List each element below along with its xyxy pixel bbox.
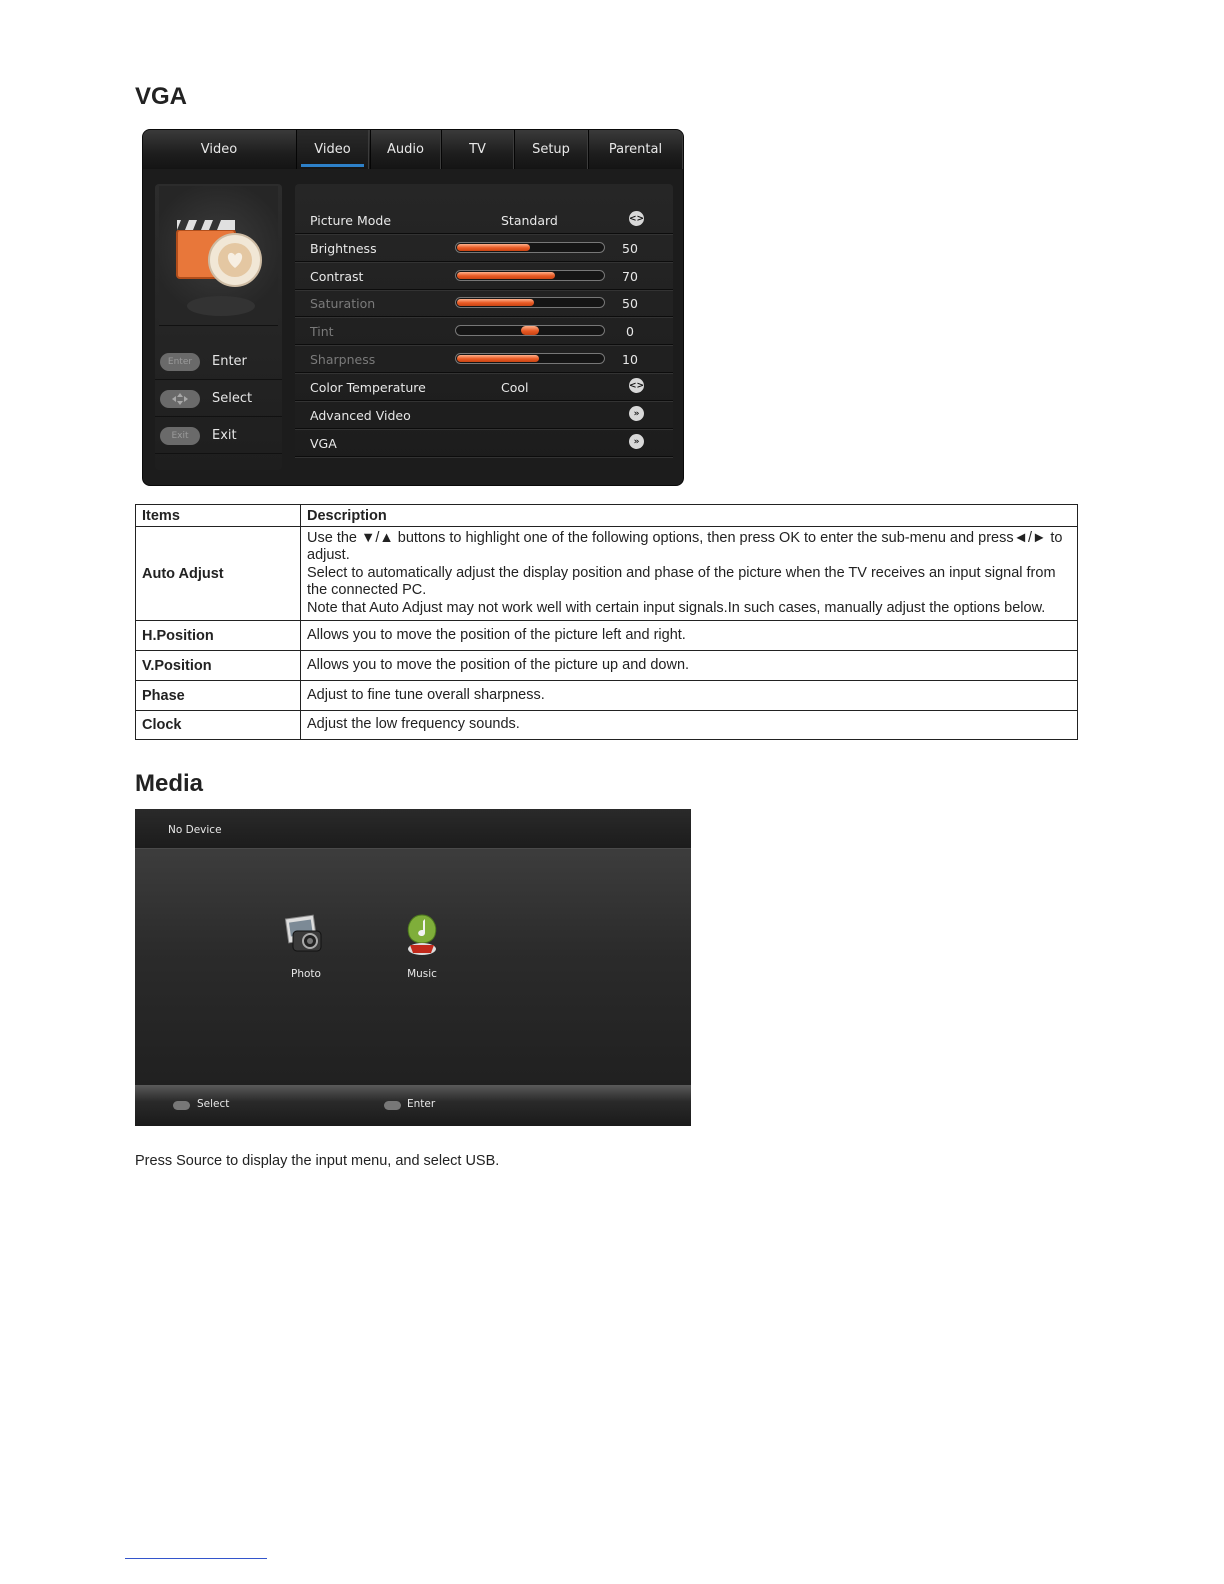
media-footer <box>135 1085 691 1126</box>
setting-contrast[interactable]: Contrast 70 <box>295 262 673 290</box>
setting-picture-mode[interactable]: Picture Mode Standard <> <box>295 206 673 234</box>
music-label[interactable]: Music <box>407 968 437 980</box>
tab-setup[interactable]: Setup <box>514 130 588 169</box>
help-exit: Exit Exit <box>155 418 282 454</box>
slider-fill <box>457 244 530 251</box>
current-menu-title: Video <box>200 142 238 157</box>
tv-settings-menu <box>142 129 684 486</box>
help-panel <box>155 184 282 470</box>
music-icon[interactable] <box>399 913 445 959</box>
slider-fill <box>457 272 555 279</box>
left-right-arrow-icon: <> <box>629 378 644 393</box>
help-select: Select <box>155 381 282 417</box>
enter-key-icon <box>384 1101 401 1110</box>
select-key-icon <box>173 1101 190 1110</box>
vga-items-table <box>135 504 1078 740</box>
setting-color-temperature[interactable]: Color Temperature Cool <> <box>295 373 673 401</box>
table-row: H.Position Allows you to move the position of the picture left and right. <box>136 621 1078 651</box>
tab-audio[interactable]: Audio <box>370 130 441 169</box>
column-header-description: Description <box>301 505 1078 527</box>
table-header-row <box>136 505 1078 527</box>
enter-hint: Enter <box>407 1098 436 1110</box>
tab-video[interactable]: Video <box>296 130 369 169</box>
table-row: Phase Adjust to fine tune overall sharpness. <box>136 681 1078 711</box>
setting-sharpness[interactable]: Sharpness 10 <box>295 345 673 373</box>
table-row: Auto Adjust Use the ▼/▲ buttons to highlight one of the following options, then press OK to enter the sub-menu and press◄/► to adjust. Select to automatically adjust the display position and phase of the picture when the TV receives an input signal from the connected PC. Note that Auto Adjust may not work well with certain input signals.In such cases, manually adjust the options below. <box>136 527 1078 621</box>
help-enter: Enter Enter <box>155 344 282 380</box>
setting-brightness[interactable]: Brightness 50 <box>295 234 673 262</box>
saturation-slider[interactable] <box>455 297 605 308</box>
tab-parental[interactable]: Parental <box>588 130 683 169</box>
device-status: No Device <box>168 824 222 836</box>
footer-divider <box>125 1558 267 1559</box>
video-clapper-icon <box>159 186 278 326</box>
select-hint: Select <box>197 1098 230 1110</box>
video-settings-list <box>295 184 673 470</box>
photo-camera-icon[interactable] <box>283 913 329 959</box>
setting-vga[interactable]: VGA » <box>295 429 673 457</box>
media-heading: Media <box>135 770 204 797</box>
tab-tv[interactable]: TV <box>441 130 514 169</box>
double-chevron-right-icon: » <box>629 406 644 421</box>
media-header <box>135 809 691 849</box>
vga-heading: VGA <box>135 83 188 110</box>
table-row: Clock Adjust the low frequency sounds. <box>136 711 1078 740</box>
table-row: V.Position Allows you to move the position of the picture up and down. <box>136 651 1078 681</box>
photo-label[interactable]: Photo <box>291 968 321 980</box>
setting-tint[interactable]: Tint 0 <box>295 317 673 345</box>
slider-knob <box>521 326 539 335</box>
exit-key-icon: Exit <box>160 427 200 445</box>
media-screen <box>135 809 691 1126</box>
setting-saturation[interactable]: Saturation 50 <box>295 289 673 317</box>
menu-tab-bar <box>143 130 683 169</box>
slider-fill <box>457 299 534 306</box>
slider-fill <box>457 355 539 362</box>
sharpness-slider[interactable] <box>455 353 605 364</box>
left-right-arrow-icon: <> <box>629 211 644 226</box>
setting-advanced-video[interactable]: Advanced Video » <box>295 401 673 429</box>
brightness-slider[interactable] <box>455 242 605 253</box>
usb-instruction: Press Source to display the input menu, and select USB. <box>135 1153 500 1169</box>
tint-slider[interactable] <box>455 325 605 336</box>
double-chevron-right-icon: » <box>629 434 644 449</box>
dpad-icon <box>160 390 200 408</box>
enter-key-icon: Enter <box>160 353 200 371</box>
column-header-items: Items <box>136 505 301 527</box>
contrast-slider[interactable] <box>455 270 605 281</box>
